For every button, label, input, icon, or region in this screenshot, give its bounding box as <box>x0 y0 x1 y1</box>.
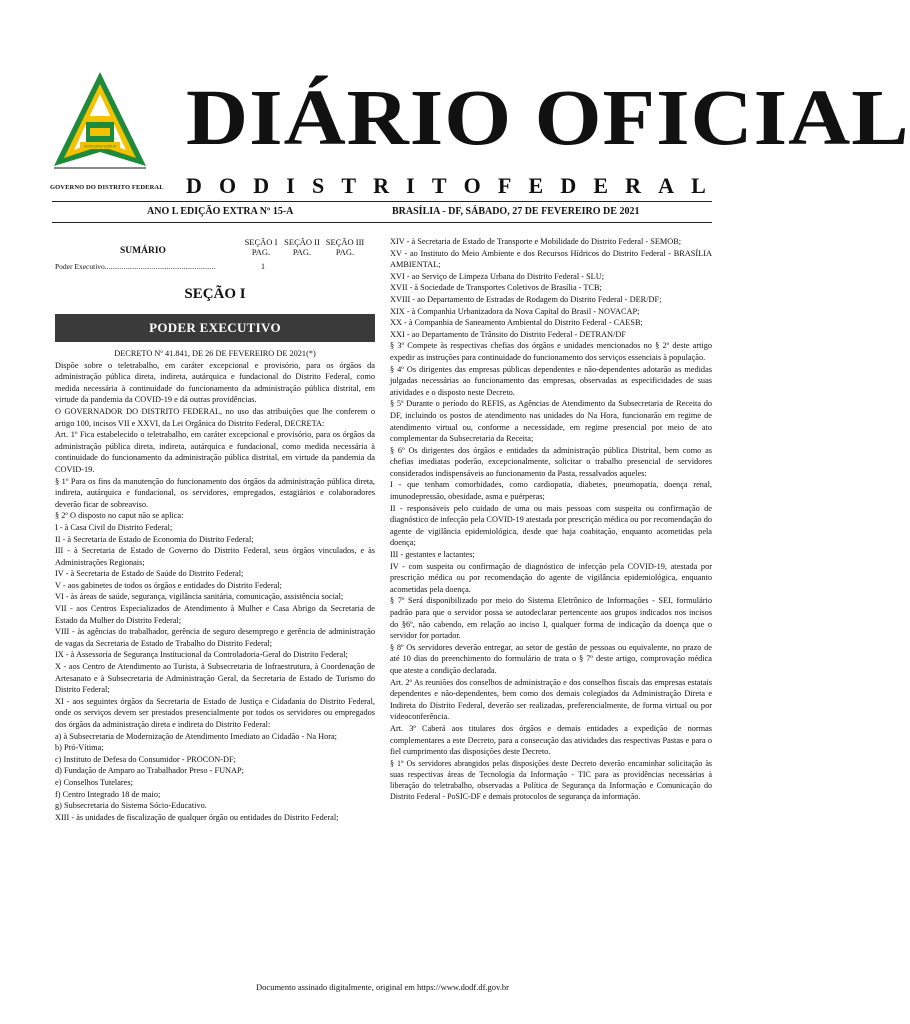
paragraph: IV - com suspeita ou confirmação de diagnóstico de infecção pela COVID-19, atestada por prescrição médica ou por recomendação do agente de vigilância epidemiológica, enquanto acometidas pela doença. <box>390 561 712 594</box>
edition-bar <box>52 205 712 219</box>
subtitle-letter: I <box>286 173 295 198</box>
sumario-header-secao-1: SEÇÃO I PAG. <box>244 237 278 257</box>
left-column <box>55 236 375 823</box>
subtitle-letter: D <box>560 173 577 198</box>
subtitle-letter: A <box>658 173 675 198</box>
top-rule <box>52 201 712 202</box>
paragraph: I - que tenham comorbidades, como cardiopatia, diabetes, pneumopatia, doença renal, imunodepressão, obesidade, asma e puérperas; <box>390 480 712 502</box>
sumario-row-label: Poder Executivo........................................................... <box>55 262 216 271</box>
svg-text:BRASÍLIA: BRASÍLIA <box>89 121 111 127</box>
gdf-logo <box>50 70 164 196</box>
paragraph: XVI - ao Serviço de Limpeza Urbana do Distrito Federal - SLU; <box>390 271 605 281</box>
subtitle-letter: O <box>219 173 237 198</box>
paragraph: f) Centro Integrado 18 de maio; <box>55 789 161 799</box>
masthead-subtitle <box>186 175 706 197</box>
section-banner: PODER EXECUTIVO <box>55 314 375 342</box>
paragraph: b) Pró-Vítima; <box>55 743 104 753</box>
sumario-header-secao-2: SEÇÃO II PAG. <box>284 237 320 257</box>
paragraph: Art. 3º Caberá aos titulares dos órgãos e demais entidades a expedição de normas complementares a este Decreto, para a consecução das atividades das respectivas Pastas e para o fiel cumprimento das disposições deste Decreto. <box>390 723 712 757</box>
paragraph: VIII - às agências do trabalhador, gerência de seguro desemprego e gerência de administração de vagas da Secretaria de Estado de Trabalho do Distrito Federal; <box>55 627 375 648</box>
paragraph: § 6º Os dirigentes dos órgãos e entidades da administração pública Distrital, bem como as chefias imediatas poderão, excepcionalmente, solicitar o trabalho presencial de servidores considerados indispensáveis ao funcionamento da Pasta, ressalvados aqueles: <box>390 445 712 478</box>
edition-number: ANO L EDIÇÃO EXTRA Nº 15-A <box>147 206 294 217</box>
subtitle-letter: E <box>593 173 609 198</box>
paragraph: a) à Subsecretaria de Modernização de Atendimento Imediato ao Cidadão - Na Hora; <box>55 731 337 741</box>
paragraph: VI - às áreas de saúde, segurança, vigilância sanitária, comunicação, assistência social; <box>55 592 344 602</box>
paragraph: § 5º Durante o período do REFIS, as Agências de Atendimento da Subsecretaria de Receita do DF, incluindo os postos de atendimento nas unidades do Na Hora, funcionarão em regime de atendimento virtual ou, conforme a necessidade, em regime presencial por meio de ato complementar da Subsecretaria da Receita; <box>390 399 712 444</box>
paragraph: XI - aos seguintes órgãos da Secretaria de Estado de Justiça e Cidadania do Distrito Federal, onde os serviços devem ser prestados presencialmente por todos os servidores ou empregados dos órgãos da administração direta e indireta do Distrito Federal: <box>55 696 375 729</box>
paragraph: IX - à Assessoria de Segurança Institucional da Controladoria-Geral do Distrito Federal; <box>55 650 348 660</box>
subtitle-letter: L <box>691 173 706 198</box>
paragraph: III - gestantes e lactantes; <box>390 550 475 560</box>
paragraph: XIV - à Secretaria de Estado de Transporte e Mobilidade do Distrito Federal - SEMOB; <box>390 237 682 246</box>
subtitle-letter: I <box>406 173 415 198</box>
paragraph: c) Instituto de Defesa do Consumidor - PROCON-DF; <box>55 754 236 764</box>
subtitle-letter: O <box>463 173 481 198</box>
left-text-body <box>55 348 375 823</box>
paragraph: XVIII - ao Departamento de Estradas de Rodagem do Distrito Federal - DER/DF; <box>390 294 662 304</box>
paragraph: VII - aos Centros Especializados de Atendimento à Mulher e Casa Abrigo da Secretaria de Estado da Mulher do Distrito Federal; <box>55 604 375 625</box>
subtitle-letter: S <box>311 173 325 198</box>
paragraph: e) Conselhos Tutelares; <box>55 777 133 787</box>
subtitle-letter: E <box>528 173 544 198</box>
paragraph: I - à Casa Civil do Distrito Federal; <box>55 522 173 532</box>
sumario-title: SUMÁRIO <box>120 246 166 256</box>
subtitle-letter: R <box>625 173 642 198</box>
paragraph: XXI - ao Departamento de Trânsito do Distrito Federal - DETRAN/DF <box>390 329 626 339</box>
paragraph: § 8º Os servidores deverão entregar, ao setor de gestão de pessoas ou equivalente, no prazo de até 10 dias do preenchimento do formulário de trata o § 7º deste artigo, comprovação médica que ateste a condição declarada. <box>390 642 712 675</box>
logo-caption: GOVERNO DO DISTRITO FEDERAL <box>50 184 164 191</box>
paragraph: II - à Secretaria de Estado de Economia do Distrito Federal; <box>55 534 254 544</box>
paragraph: § 4º Os dirigentes das empresas públicas dependentes e não-dependentes adotarão as medidas julgadas necessárias ao funcionamento das empresas, observadas as especificidades de suas atividades e o disposto neste Decreto. <box>390 364 712 397</box>
paragraph: Dispõe sobre o teletrabalho, em caráter excepcional e provisório, para os órgãos da administração pública direta, indireta, autárquica e fundacional do Distrito Federal, como medida necessária à continuidade do funcionamento da administração pública distrital, em virtude da pandemia da COVID-19 e dá outras providências. <box>55 360 375 405</box>
paragraph: § 3º Compete às respectivas chefias dos órgãos e unidades mencionados no § 2º deste artigo expedir as instruções para continuidade do funcionamento dos serviços essenciais à população. <box>390 341 712 362</box>
paragraph: g) Subsecretaria do Sistema Sócio-Educativo. <box>55 801 207 811</box>
paragraph: XX - à Companhia de Saneamento Ambiental do Distrito Federal - CAESB; <box>390 318 643 328</box>
subtitle-letter: D <box>253 173 270 198</box>
paragraph: § 2º O disposto no caput não se aplica: <box>55 511 184 521</box>
paragraph: § 7º Será disponibilizado por meio do Sistema Eletrônico de Informações - SEI, formulário padrão para que o servidor possa se autodeclarar pertencente aos grupos indicados nos incisos do §6º, não cabendo, em relação ao inciso I, qualquer forma de indicação da doença que o servidor for portador. <box>390 596 712 641</box>
masthead-title: DIÁRIO OFICIAL <box>186 73 910 162</box>
paragraph: O GOVERNADOR DO DISTRITO FEDERAL, no uso das atribuições que lhe conferem o artigo 100, incisos VII e XXVI, da Lei Orgânica do Distrito Federal, DECRETA: <box>55 406 375 428</box>
svg-text:VENTURIS VENTIS: VENTURIS VENTIS <box>83 144 117 149</box>
right-column <box>390 236 712 803</box>
paragraph: § 1º Para os fins da manutenção do funcionamento dos órgãos da administração pública direta, indireta, autárquica e fundacional, os servidores, empregados, estagiários e colaboradores deverão ficar de sobreaviso. <box>55 476 375 509</box>
paragraph: V - aos gabinetes de todos os órgãos e entidades do Distrito Federal; <box>55 580 282 590</box>
paragraph: DECRETO Nº 41.841, DE 26 DE FEVEREIRO DE 2021(*) <box>114 349 316 358</box>
right-text-body <box>390 236 712 803</box>
sumario-row-page: 1 <box>261 262 265 271</box>
sumario-table <box>55 236 375 274</box>
paragraph: XVII - à Sociedade de Transportes Coletivos de Brasília - TCB; <box>390 283 602 293</box>
bottom-rule <box>52 222 712 223</box>
section-heading: SEÇÃO I <box>184 286 246 302</box>
paragraph: II - responsáveis pelo cuidado de uma ou mais pessoas com suspeita ou confirmação de diagnóstico de infecção pela COVID-19 atestada por prescrição médica ou por recomendação do agente de vigilância epidemiológica, desde que haja coabitação, enquanto acometidas pela doença; <box>390 503 712 548</box>
edition-date: BRASÍLIA - DF, SÁBADO, 27 DE FEVEREIRO DE 2021 <box>392 206 640 217</box>
subtitle-letter: T <box>341 173 357 198</box>
subtitle-letter: F <box>497 173 512 198</box>
paragraph: d) Fundação de Amparo ao Trabalhador Preso - FUNAP; <box>55 766 244 776</box>
footer-note: Documento assinado digitalmente, original em https://www.dodf.df.gov.br <box>256 982 509 992</box>
sumario-header-secao-3: SEÇÃO III PAG. <box>325 237 365 257</box>
paragraph: Art. 1º Fica estabelecido o teletrabalho, em caráter excepcional e provisório, para os órgãos da administração pública direta, indireta, autárquica e fundacional, como medida necessária à continuidade do funcionamento da administração pública distrital, em virtude da pandemia da COVID-19. <box>55 430 375 474</box>
subtitle-letter: D <box>186 173 202 198</box>
paragraph: Art. 2º As reuniões dos conselhos de administração e dos conselhos fiscais das empresas estatais dependentes e não-dependentes, bem como dos demais colegiados da Administração Direta e Indireta do Distrito Federal, deverão ser realizadas, preferencialmente, de forma virtual ou por videoconferência. <box>390 677 712 722</box>
paragraph: X - aos Centro de Atendimento ao Turista, à Subsecretaria de Infraestrutura, à Coordenação de Artesanato e à Subsecretaria de Administração Geral, da Secretaria de Estado de Turismo do Distrito Federal; <box>55 662 375 695</box>
paragraph: § 1º Os servidores abrangidos pelas disposições deste Decreto deverão encaminhar solicitação às suas respectivas áreas de Tecnologia da Informação - TIC para as providências necessárias à liberação do teletrabalho, observadas a Política de Segurança da Informação e Comunicação do Distrito Federal - PoSIC-DF e demais protocolos de segurança da informação. <box>390 758 712 802</box>
paragraph: XIII - às unidades de fiscalização de qualquer órgão ou entidades do Distrito Federal; <box>55 812 339 822</box>
paragraph: III - à Secretaria de Estado de Governo do Distrito Federal, seus órgãos vinculados, e às Administrações Regionais; <box>55 546 375 567</box>
paragraph: XIX - à Companhia Urbanizadora da Nova Capital do Brasil - NOVACAP; <box>390 306 640 316</box>
gdf-emblem-icon <box>50 70 150 182</box>
paragraph: XV - ao Instituto do Meio Ambiente e dos Recursos Hídricos do Distrito Federal - BRASÍLIA AMBIENTAL; <box>390 248 712 270</box>
paragraph: IV - à Secretaria de Estado de Saúde do Distrito Federal; <box>55 569 244 579</box>
subtitle-letter: R <box>373 173 390 198</box>
subtitle-letter: T <box>431 173 447 198</box>
